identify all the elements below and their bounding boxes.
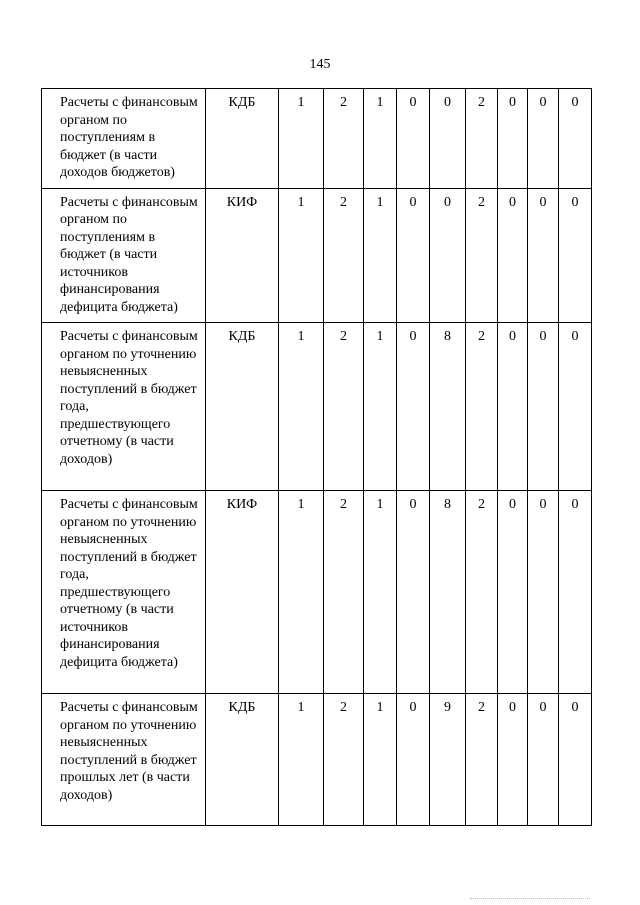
digit-cell-4: 0 (397, 323, 430, 491)
digit-cell-4: 0 (397, 491, 430, 694)
digit-cell-7: 0 (498, 188, 528, 323)
table-row (42, 323, 592, 491)
digit-cell-7: 0 (498, 89, 528, 189)
digit-cell-9: 0 (559, 491, 592, 694)
digit-cell-9: 0 (559, 323, 592, 491)
account-name-cell: Расчеты с финансовым органом по поступлениям в бюджет (в части источников финансирования дефицита бюджета) (42, 188, 206, 323)
digit-cell-5: 8 (430, 323, 466, 491)
digit-cell-5: 0 (430, 89, 466, 189)
digit-cell-3: 1 (364, 323, 397, 491)
budget-code-cell: КИФ (206, 188, 279, 323)
digit-cell-3: 1 (364, 694, 397, 826)
table-body (42, 89, 592, 826)
digit-cell-3: 1 (364, 491, 397, 694)
account-name-cell: Расчеты с финансовым органом по уточнению невыясненных поступлений в бюджет года, предшествующего отчетному (в части доходов) (42, 323, 206, 491)
accounts-table (41, 88, 592, 826)
digit-cell-4: 0 (397, 89, 430, 189)
budget-code-cell: КДБ (206, 323, 279, 491)
digit-cell-1: 1 (279, 188, 324, 323)
digit-cell-2: 2 (324, 491, 364, 694)
digit-cell-9: 0 (559, 188, 592, 323)
digit-cell-9: 0 (559, 694, 592, 826)
digit-cell-1: 1 (279, 491, 324, 694)
digit-cell-2: 2 (324, 323, 364, 491)
digit-cell-3: 1 (364, 89, 397, 189)
digit-cell-2: 2 (324, 188, 364, 323)
digit-cell-8: 0 (528, 694, 559, 826)
table-row (42, 188, 592, 323)
page-number: 145 (309, 57, 331, 72)
budget-code-cell: КДБ (206, 89, 279, 189)
account-name-cell: Расчеты с финансовым органом по поступлениям в бюджет (в части доходов бюджетов) (42, 89, 206, 189)
digit-cell-2: 2 (324, 89, 364, 189)
digit-cell-2: 2 (324, 694, 364, 826)
digit-cell-1: 1 (279, 323, 324, 491)
digit-cell-5: 8 (430, 491, 466, 694)
digit-cell-5: 9 (430, 694, 466, 826)
digit-cell-7: 0 (498, 694, 528, 826)
digit-cell-1: 1 (279, 694, 324, 826)
account-name-cell: Расчеты с финансовым органом по уточнению невыясненных поступлений в бюджет года, предшествующего отчетному (в части источников финансирования дефицита бюджета) (42, 491, 206, 694)
digit-cell-8: 0 (528, 89, 559, 189)
digit-cell-8: 0 (528, 491, 559, 694)
digit-cell-4: 0 (397, 694, 430, 826)
scan-artifact-line (470, 898, 590, 900)
digit-cell-7: 0 (498, 491, 528, 694)
digit-cell-6: 2 (466, 694, 498, 826)
table-row (42, 694, 592, 826)
digit-cell-6: 2 (466, 323, 498, 491)
table-row (42, 89, 592, 189)
digit-cell-5: 0 (430, 188, 466, 323)
digit-cell-4: 0 (397, 188, 430, 323)
digit-cell-3: 1 (364, 188, 397, 323)
digit-cell-7: 0 (498, 323, 528, 491)
digit-cell-9: 0 (559, 89, 592, 189)
account-name-cell: Расчеты с финансовым органом по уточнению невыясненных поступлений в бюджет прошлых лет (в части доходов) (42, 694, 206, 826)
digit-cell-8: 0 (528, 188, 559, 323)
table-row (42, 491, 592, 694)
budget-code-cell: КДБ (206, 694, 279, 826)
budget-code-cell: КИФ (206, 491, 279, 694)
digit-cell-8: 0 (528, 323, 559, 491)
digit-cell-6: 2 (466, 491, 498, 694)
digit-cell-1: 1 (279, 89, 324, 189)
digit-cell-6: 2 (466, 89, 498, 189)
digit-cell-6: 2 (466, 188, 498, 323)
